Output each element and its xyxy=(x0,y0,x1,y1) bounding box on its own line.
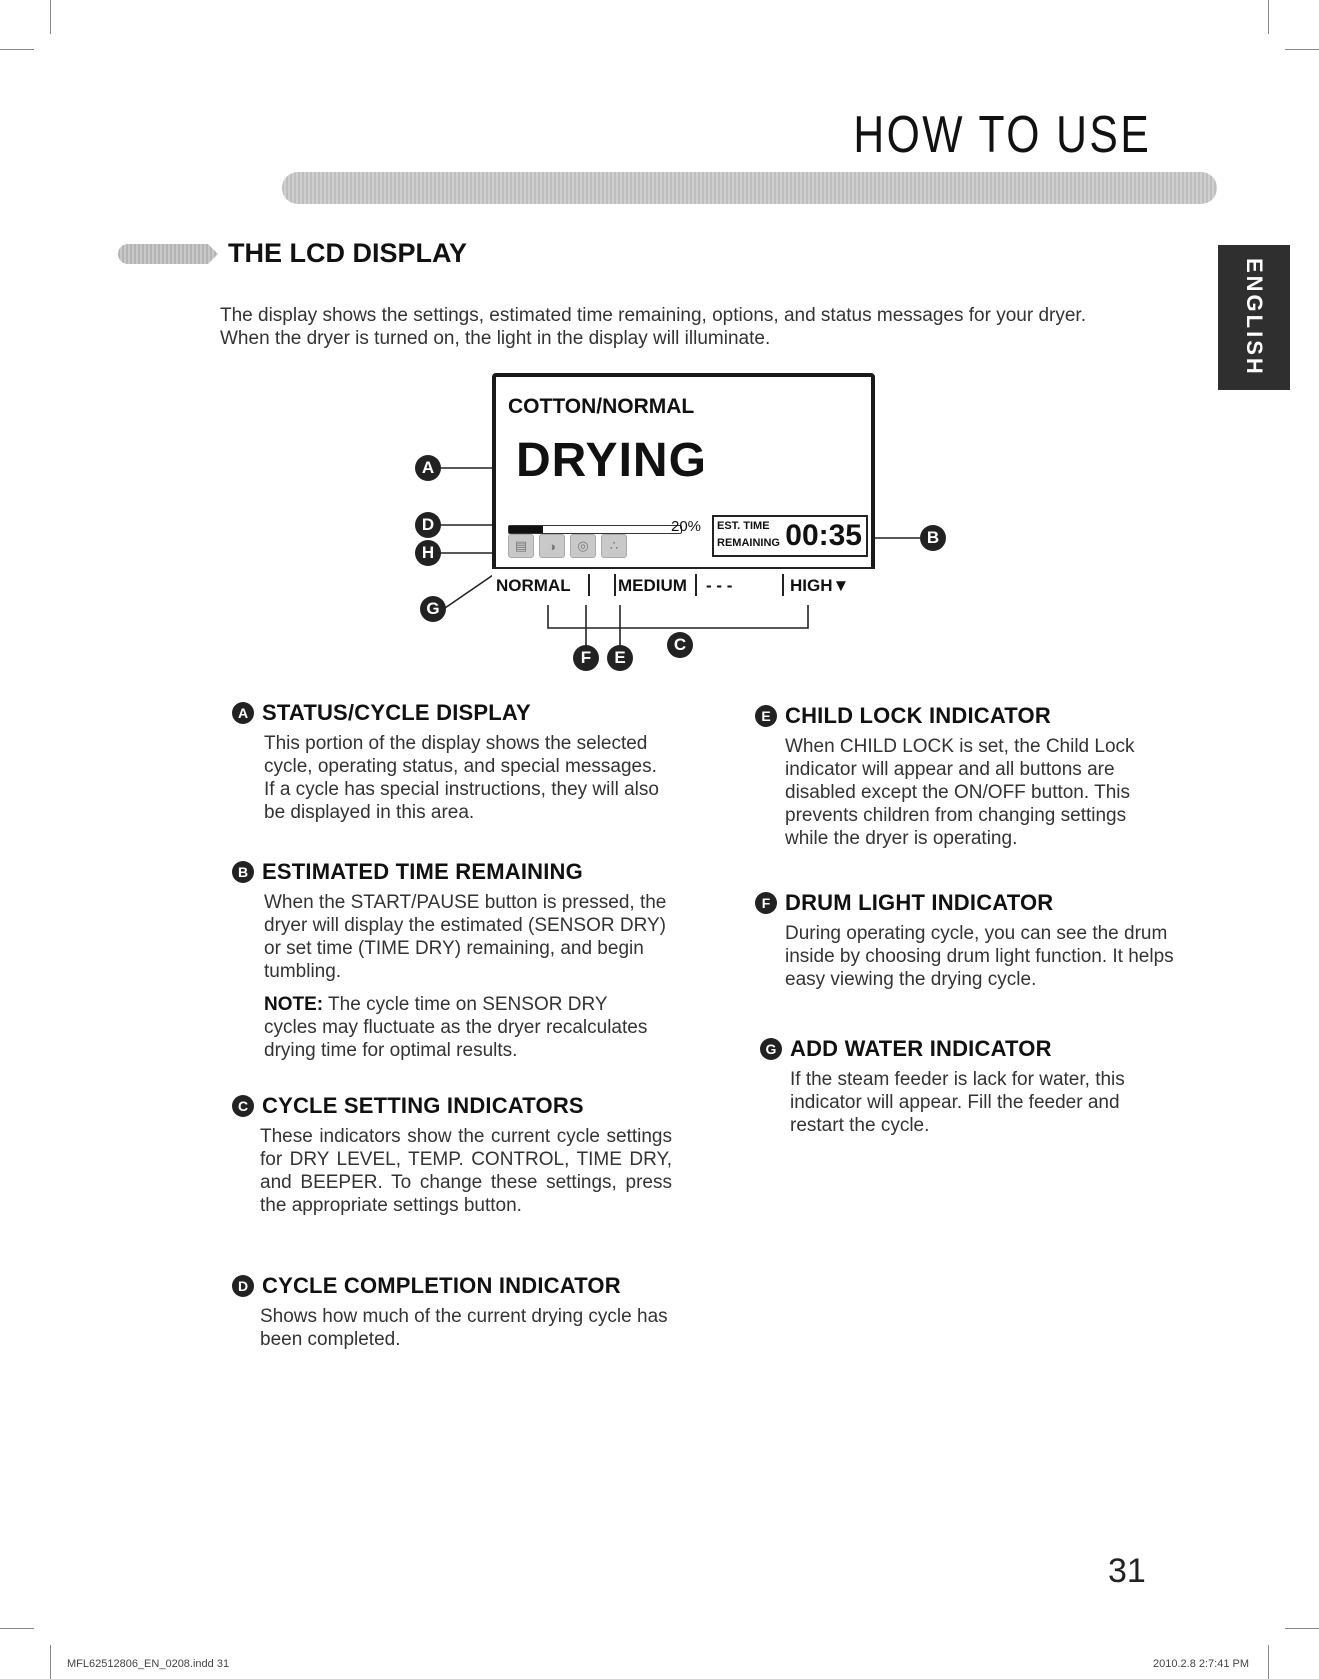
item-b-note xyxy=(264,993,664,1062)
crop-mark xyxy=(0,1628,34,1629)
callout-badge-e: E xyxy=(607,645,633,671)
lcd-setting-beeper: HIGH▼ xyxy=(790,576,850,595)
lcd-screen xyxy=(492,373,875,605)
item-g xyxy=(760,1036,1200,1137)
damp-icon: ∴ xyxy=(601,534,627,558)
crop-mark xyxy=(50,1645,51,1679)
item-a xyxy=(232,700,672,824)
item-b xyxy=(232,859,682,1062)
item-b-body: When the START/PAUSE button is pressed, the dryer will display the estimated (SENSOR DRY) or set time (TIME DRY) remaining, and begin tumbling. xyxy=(264,892,667,982)
language-tab-label: ENGLISH xyxy=(1242,258,1267,377)
item-b-note-text: The cycle time on SENSOR DRY cycles may fluctuate as the dryer recalculates drying time for optimal results. xyxy=(264,994,648,1061)
callout-badge-a: A xyxy=(415,455,441,481)
lcd-indicator-icons xyxy=(508,534,627,558)
lcd-time-value: 00:35 xyxy=(785,519,862,552)
callout-badge-c: C xyxy=(667,632,693,658)
lcd-settings-row xyxy=(492,567,875,605)
lcd-separator xyxy=(782,574,784,596)
lcd-est-time-label: EST. TIME xyxy=(717,520,770,532)
item-f-title: DRUM LIGHT INDICATOR xyxy=(785,890,1054,915)
item-a-badge: A xyxy=(232,702,254,724)
item-g-title: ADD WATER INDICATOR xyxy=(790,1036,1052,1061)
footer-file-name: MFL62512806_EN_0208.indd 31 xyxy=(67,1658,230,1670)
item-f-badge: F xyxy=(755,892,777,914)
callout-badge-d: D xyxy=(415,512,441,538)
callout-badge-h: H xyxy=(415,540,441,566)
lcd-setting-time-dry: - - - xyxy=(706,576,733,595)
item-b-badge: B xyxy=(232,861,254,883)
lcd-separator xyxy=(614,574,616,596)
lcd-progress-bar xyxy=(508,525,682,534)
section-intro: The display shows the settings, estimated time remaining, options, and status messages for your dryer. When the dryer is turned on, the light in the display will illuminate. xyxy=(220,305,1086,349)
item-g-body: If the steam feeder is lack for water, this indicator will appear. Fill the feeder and restart the cycle. xyxy=(790,1069,1125,1136)
item-g-badge: G xyxy=(760,1038,782,1060)
item-b-title: ESTIMATED TIME REMAINING xyxy=(262,859,583,884)
section-title: THE LCD DISPLAY xyxy=(228,238,468,268)
lcd-remaining-label: REMAINING xyxy=(717,537,780,549)
item-a-body: This portion of the display shows the selected cycle, operating status, and special messages. If a cycle has special instructions, they will also be displayed in this area. xyxy=(264,733,659,823)
item-e-badge: E xyxy=(755,705,777,727)
lcd-cycle-name: COTTON/NORMAL xyxy=(508,395,695,418)
item-a-title: STATUS/CYCLE DISPLAY xyxy=(262,700,531,725)
lcd-separator xyxy=(695,574,697,596)
lcd-percent: 20% xyxy=(671,518,702,535)
item-c-badge: C xyxy=(232,1095,254,1117)
item-c-title: CYCLE SETTING INDICATORS xyxy=(262,1093,584,1118)
item-b-note-label: NOTE: xyxy=(264,994,324,1015)
lcd-setting-temp: MEDIUM xyxy=(618,576,687,595)
lcd-time-box xyxy=(712,515,868,557)
item-d-body: Shows how much of the current drying cycle has been completed. xyxy=(260,1306,668,1350)
lcd-progress-fill xyxy=(509,526,543,533)
lcd-status: DRYING xyxy=(516,434,707,487)
callout-badge-b: B xyxy=(920,525,946,551)
item-d-badge: D xyxy=(232,1275,254,1297)
child-lock-icon: ◎ xyxy=(570,534,596,558)
item-e-title: CHILD LOCK INDICATOR xyxy=(785,703,1051,728)
page-number: 31 xyxy=(1108,1552,1146,1590)
drum-light-icon: ◑ xyxy=(539,534,565,558)
crop-mark xyxy=(1285,1628,1319,1629)
callout-badge-g: G xyxy=(420,596,446,622)
item-e-body: When CHILD LOCK is set, the Child Lock indicator will appear and all buttons are disabled except the ON/OFF button. This prevents children from changing settings while the dryer is operating. xyxy=(785,736,1135,849)
item-d-title: CYCLE COMPLETION INDICATOR xyxy=(262,1273,621,1298)
crop-mark xyxy=(1268,1645,1269,1679)
add-water-icon: ▤ xyxy=(508,534,534,558)
lcd-setting-dry-level: NORMAL xyxy=(496,576,571,595)
callout-badge-f: F xyxy=(573,645,599,671)
item-f xyxy=(755,890,1195,991)
page-header-title: HOW TO USE xyxy=(853,106,1151,164)
footer-timestamp: 2010.2.8 2:7:41 PM xyxy=(1153,1658,1250,1670)
item-c-body: These indicators show the current cycle settings for DRY LEVEL, TEMP. CONTROL, TIME DRY, and BEEPER. To change these settings, press the appropriate settings button. xyxy=(260,1126,672,1216)
item-d xyxy=(232,1273,672,1351)
lcd-separator xyxy=(588,574,590,596)
item-e xyxy=(755,703,1195,850)
item-c xyxy=(232,1093,672,1217)
item-f-body: During operating cycle, you can see the drum inside by choosing drum light function. It helps easy viewing the drying cycle. xyxy=(785,923,1174,990)
